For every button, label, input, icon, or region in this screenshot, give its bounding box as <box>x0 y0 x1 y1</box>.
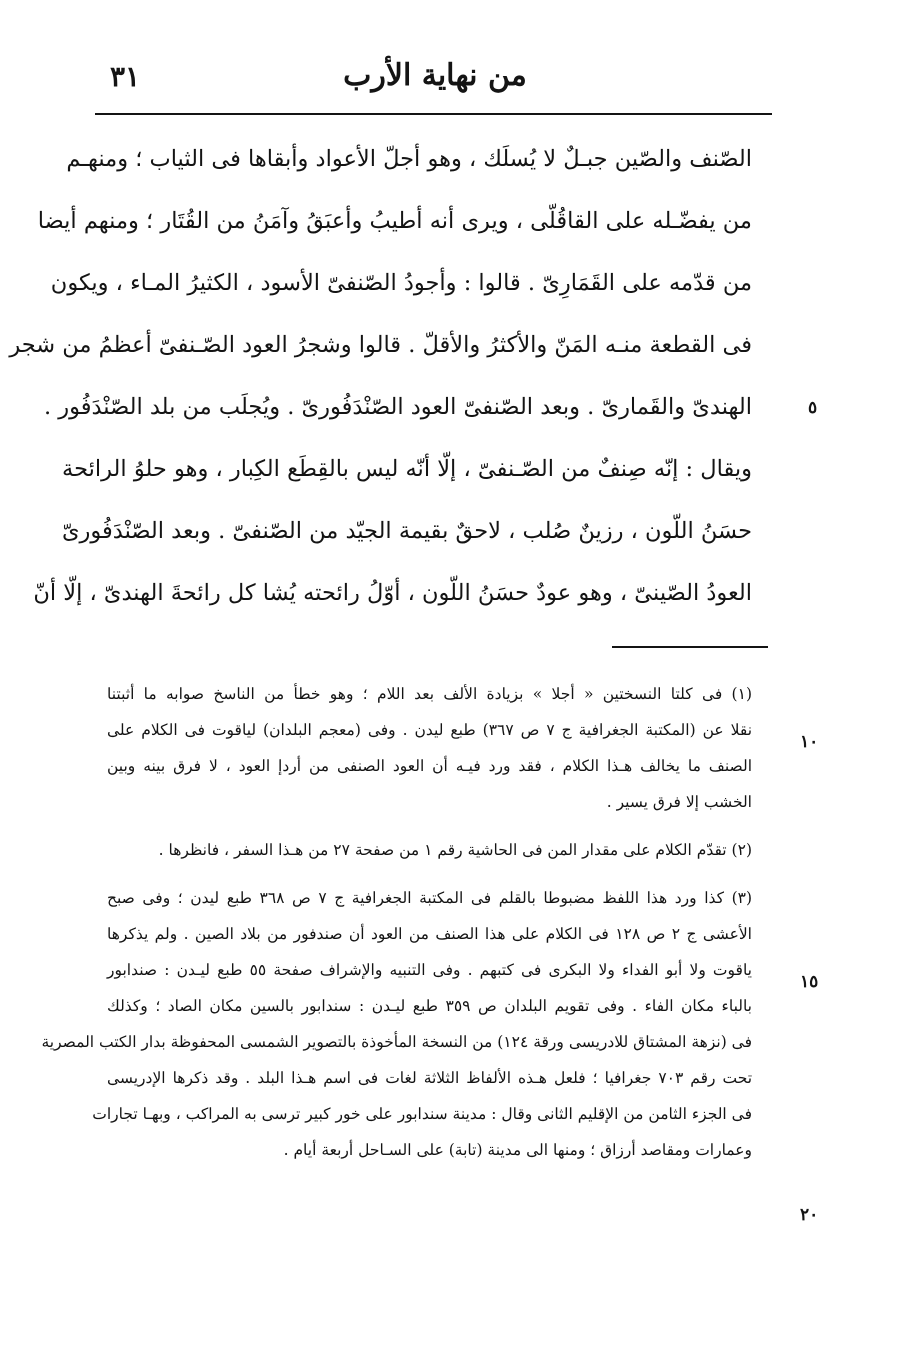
text-line: فى القطعة منـه المَنّ والأكثرُ والأقلّ . قالوا وشجرُ العود الصّـنفىّ أعظمُ من شجر <box>9 332 752 358</box>
text-line: حسَنُ اللّون ، رزينٌ صُلب ، لاحقٌ بقيمة الجيّد من الصّنفىّ . وبعد الصّنْدَفُورىّ <box>61 518 752 544</box>
footnote-line: فى (نزهة المشتاق للادريسى ورقة ١٢٤) من النسخة المأخوذة بالتصوير الشمسى المحفوظة بدار الكتب المصرية <box>41 1033 752 1051</box>
line-number-10: ١٠ <box>800 732 819 752</box>
footnote-line: بالباء مكان الفاء . وفى تقويم البلدان ص ٣٥٩ طبع ليـدن : سندابور بالسين مكان الصاد ؛ وكذلك <box>107 997 752 1015</box>
main-text <box>9 128 752 624</box>
footnote-line: ياقوت ولا أبو الفداء ولا البكرى فى كتبهم . وفى التنبيه والإشراف صفحة ٥٥ طبع ليـدن : صندابور <box>107 961 752 979</box>
footnote-line: فى الجزء الثامن من الإقليم الثانى وقال : مدينة سندابور على خور كبير ترسى به المراكب ، وبهـا تجارات <box>92 1105 752 1123</box>
footnote-line: تحت رقم ٧٠٣ جغرافيا ؛ فلعل هـذه الألفاظ الثلاثة لغات فى اسم هـذا البلد . وقد ذكرها الإدريسى <box>107 1069 753 1087</box>
header-rule <box>95 113 772 115</box>
text-line: الهندىّ والقَمارىّ . وبعد الصّنفىّ العود الصّنْدَفُورىّ . ويُجلَب من بلد الصّنْدَفُور . <box>43 394 752 420</box>
footnote-line: (٢) تقدّم الكلام على مقدار المن فى الحاشية رقم ١ من صفحة ٢٧ من هـذا السفر ، فانظرها . <box>158 841 752 859</box>
footnote-line: الأعشى ج ٢ ص ١٢٨ فى الكلام على هذا الصنف من العود أن صندفور من بلاد الصين . ولم يذكرها <box>107 925 752 943</box>
footnotes <box>41 676 753 1168</box>
running-title: من نهاية الأرب <box>343 58 527 93</box>
text-line: الصّنف والصّين جبـلٌ لا يُسلَك ، وهو أجلّ الأعواد وأبقاها فى الثياب ؛ ومنهـم <box>66 146 752 172</box>
line-number-5: ٥ <box>808 398 818 418</box>
line-number-15: ١٥ <box>800 972 819 992</box>
footnote-line: (٣) كذا ورد هذا اللفظ مضبوطا بالقلم فى المكتبة الجغرافية ج ٧ ص ٣٦٨ طبع ليدن ؛ وفى صبح <box>107 889 753 907</box>
footnote-line: وعمارات ومقاصد أرزاق ؛ ومنها الى مدينة (تابة) على السـاحل أربعة أيام . <box>283 1141 752 1159</box>
footnote-line: الخشب إلا فرق يسير . <box>606 793 752 811</box>
footnote-rule <box>612 646 768 648</box>
page-number: ٣١ <box>110 60 141 93</box>
text-line: من يفضّـله على القاقُلّى ، ويرى أنه أطيبُ وأعبَقُ وآمَنُ من القُتَار ؛ ومنهم أيضا <box>37 208 752 234</box>
text-line: ويقال : إنّه صِنفٌ من الصّـنفىّ ، إلّا أنّه ليس بالقِطَع الكِبار ، وهو حلوُ الرائحة <box>62 456 752 482</box>
footnote-line: (١) فى كلتا النسختين « أجلا » بزيادة الألف بعد اللام ؛ وهو خطأ من الناسخ صوابه ما أثبتنا <box>107 685 752 703</box>
footnote-line: نقلا عن (المكتبة الجغرافية ج ٧ ص ٣٦٧) طبع ليدن . وفى (معجم البلدان) لياقوت فى الكلام على <box>107 721 753 739</box>
footnote-line: الصنف ما يخالف هـذا الكلام ، فقد ورد فيـه أن العود الصنفى من أردإ العود ، لا فرق بينه وبين <box>107 757 752 775</box>
text-line: العودُ الصّينىّ ، وهو عودٌ حسَنُ اللّون ، أوّلُ رائحته يُشا كل رائحةَ الهندىّ ، إلّا أنّ <box>33 580 752 606</box>
line-number-20: ٢٠ <box>800 1205 819 1225</box>
text-line: من قدّمه على القَمَارِىّ . قالوا : وأجودُ الصّنفىّ الأسود ، الكثيرُ المـاء ، ويكون <box>50 270 752 296</box>
page-header <box>100 58 770 108</box>
